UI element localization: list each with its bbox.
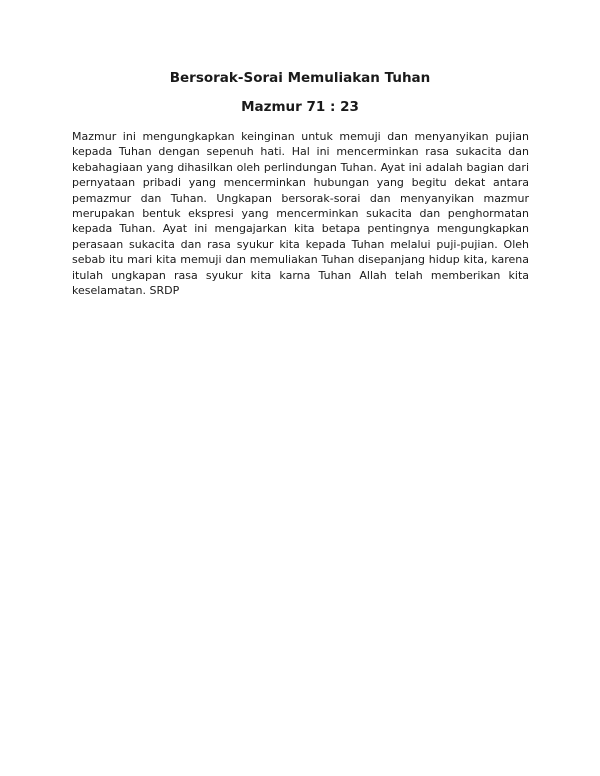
paragraph-line: kebahagiaan yang dihasilkan oleh perlindungan Tuhan. Ayat ini adalah bagian dari — [72, 160, 529, 174]
paragraph-line: pernyataan pribadi yang mencerminkan hubungan yang begitu dekat antara — [72, 176, 529, 190]
paragraph-line: pemazmur dan Tuhan. Ungkapan bersorak-sorai dan menyanyikan mazmur — [72, 191, 529, 205]
paragraph-line: kepada Tuhan dengan sepenuh hati. Hal ini mencerminkan rasa sukacita dan — [72, 145, 529, 159]
paragraph-line: Mazmur ini mengungkapkan keinginan untuk memuji dan menyanyikan pujian — [72, 130, 529, 143]
paragraph-line: perasaan sukacita dan rasa syukur kita kepada Tuhan melalui puji-pujian. Oleh — [72, 237, 529, 251]
paragraph-line: keselamatan. SRDP — [72, 283, 180, 297]
paragraph-line: itulah ungkapan rasa syukur kita karna Tuhan Allah telah memberikan kita — [72, 268, 529, 282]
body-paragraph — [72, 129, 529, 298]
paragraph-line: merupakan bentuk ekspresi yang mencerminkan sukacita dan penghormatan — [72, 206, 529, 220]
document-title: Bersorak-Sorai Memuliakan Tuhan — [169, 70, 431, 86]
paragraph-line: kepada Tuhan. Ayat ini mengajarkan kita betapa pentingnya mengungkapkan — [72, 222, 529, 236]
document-subtitle: Mazmur 71 : 23 — [241, 99, 359, 115]
paragraph-line: sebab itu mari kita memuji dan memuliakan Tuhan disepanjang hidup kita, karena — [72, 253, 529, 267]
